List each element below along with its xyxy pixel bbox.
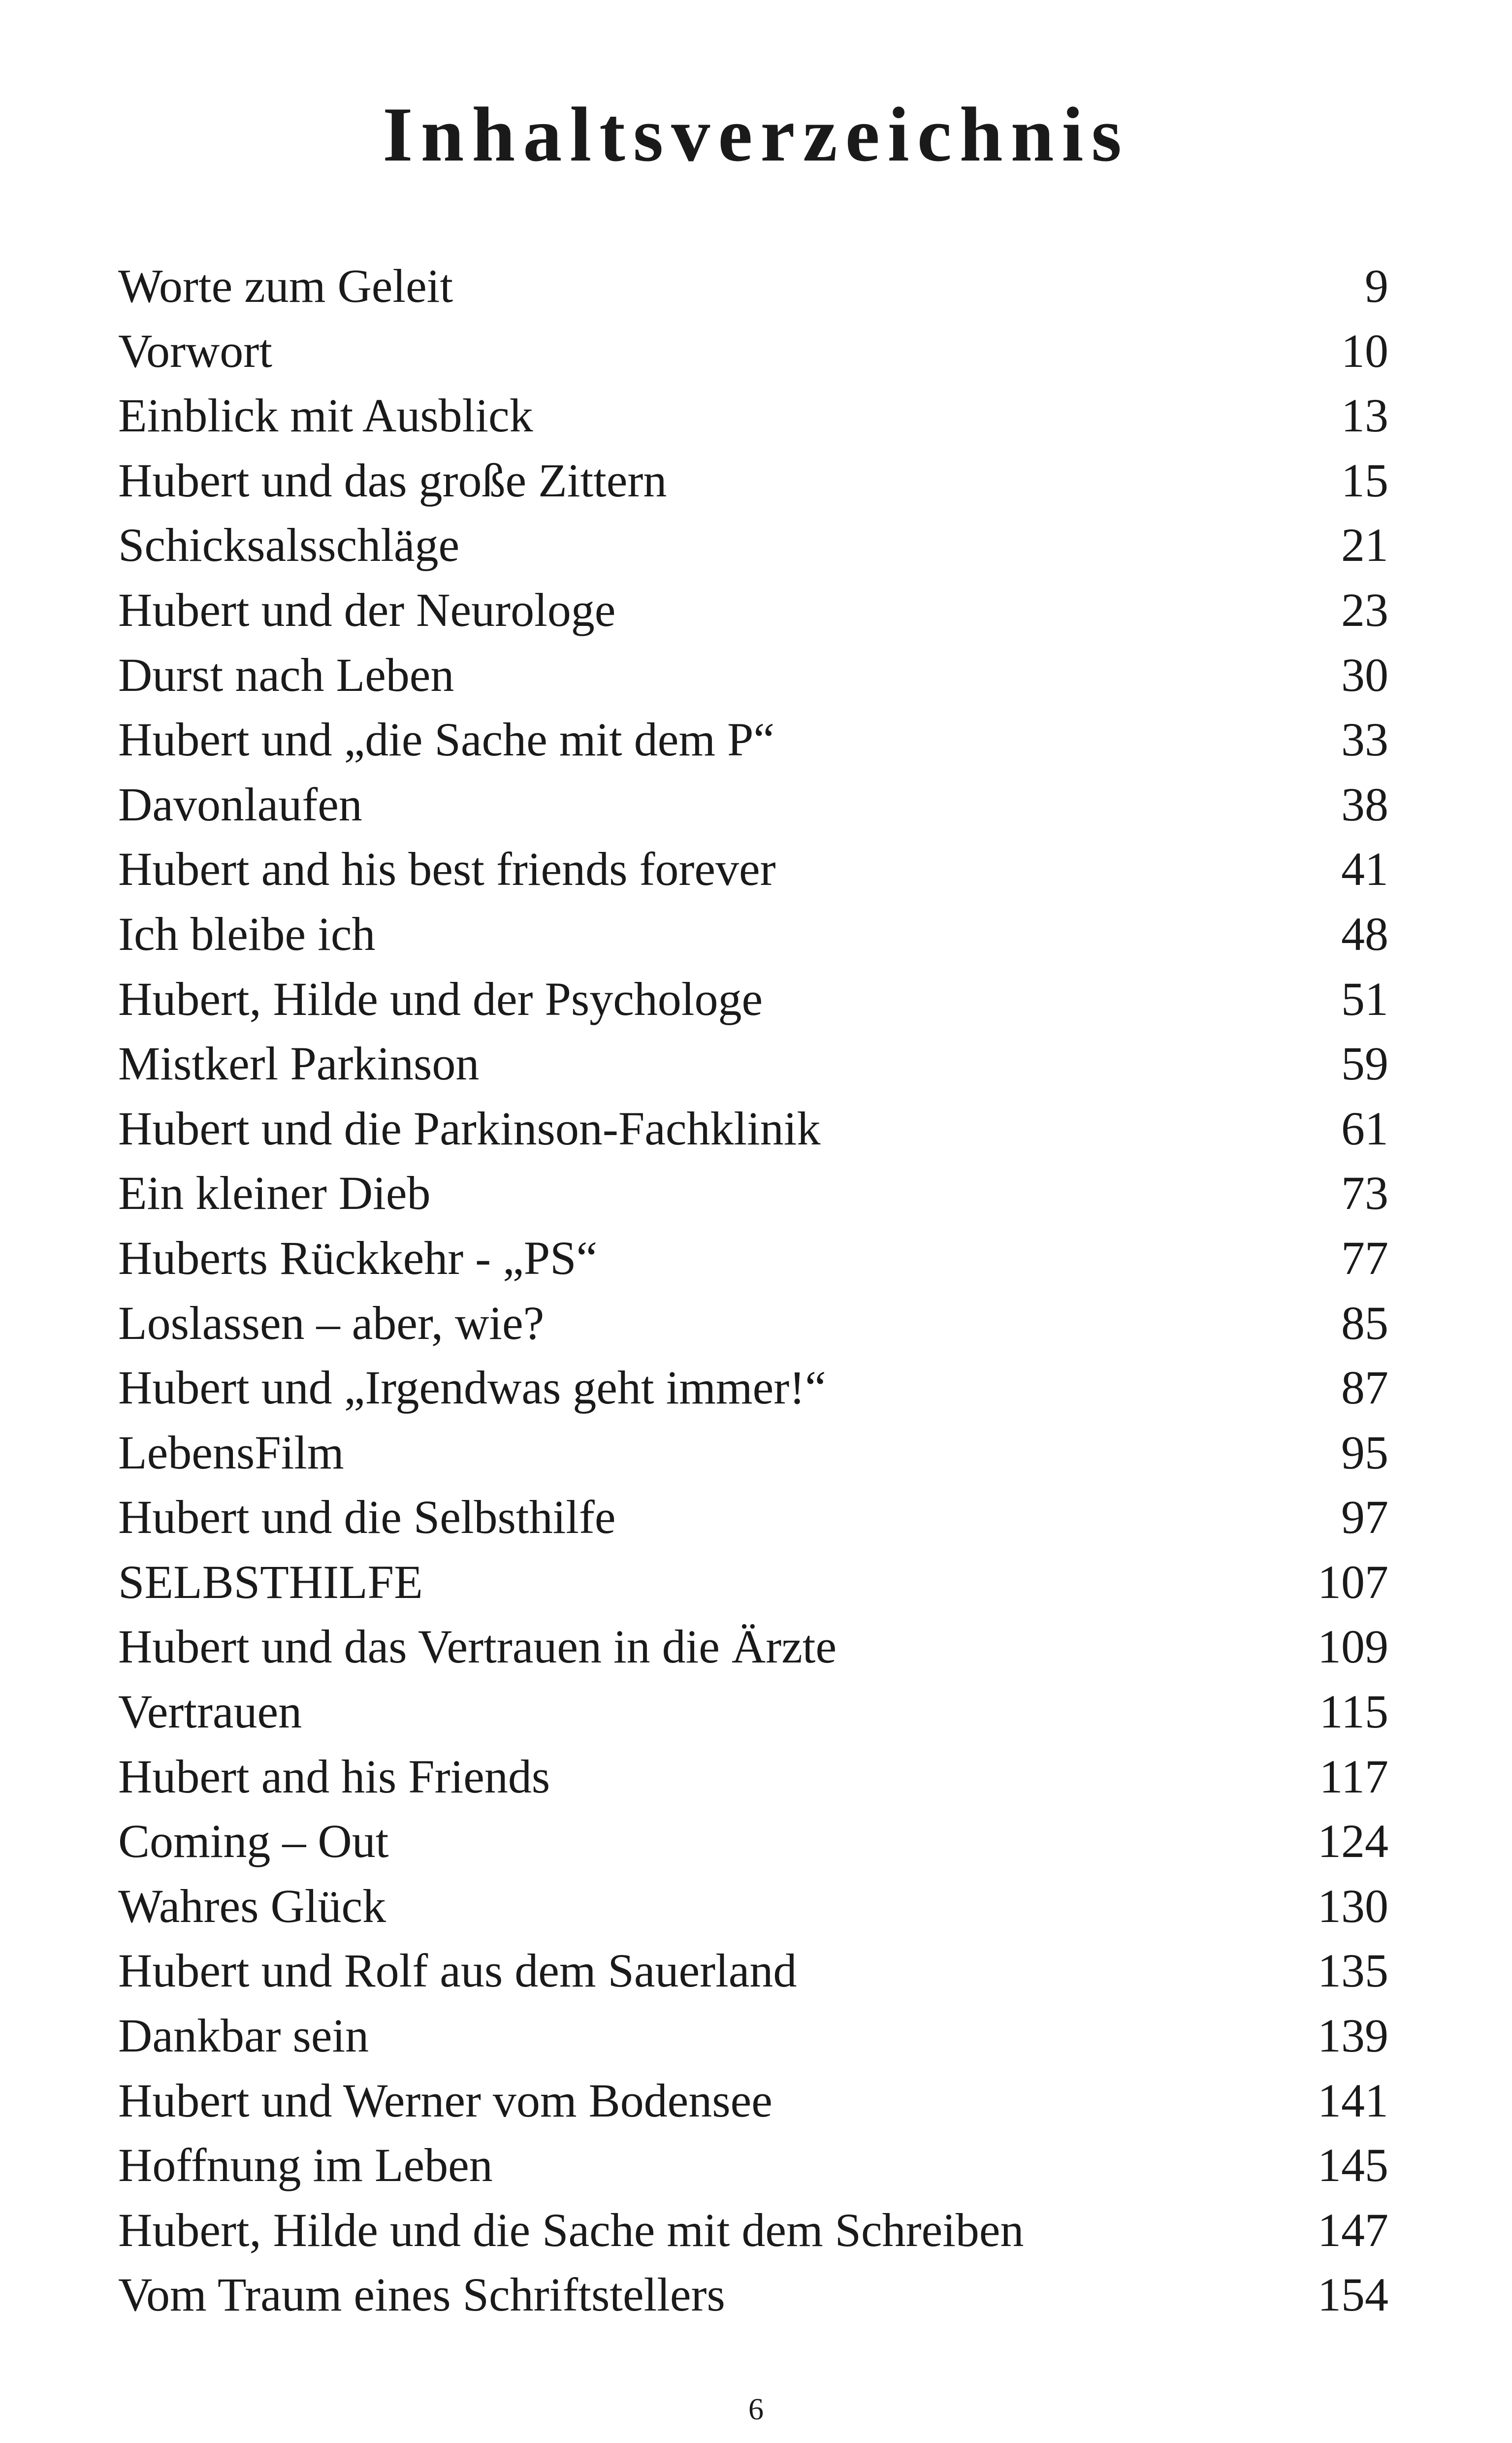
toc-entry-title: Hubert and his best friends forever bbox=[118, 843, 776, 896]
toc-entry bbox=[118, 2262, 1388, 2327]
toc-entry-title: Hubert und der Neurologe bbox=[118, 583, 616, 636]
toc-entry-title: Ich bleibe ich bbox=[118, 907, 376, 960]
toc-entry-page-number: 48 bbox=[1341, 907, 1388, 960]
toc-entry-title: Ein kleiner Dieb bbox=[118, 1167, 431, 1220]
toc-entry-page-number: 30 bbox=[1341, 648, 1388, 701]
toc-entry-title: Vom Traum eines Schriftstellers bbox=[118, 2268, 725, 2321]
toc-entry bbox=[118, 1096, 1388, 1161]
toc-entry-page-number: 87 bbox=[1341, 1361, 1388, 1414]
toc-entry bbox=[118, 837, 1388, 902]
toc-entry bbox=[118, 2133, 1388, 2198]
toc-entry bbox=[118, 319, 1388, 384]
toc-entry-title: Hubert und das Vertrauen in die Ärzte bbox=[118, 1620, 837, 1673]
toc-entry-page-number: 130 bbox=[1318, 1879, 1388, 1932]
toc-entry-page-number: 147 bbox=[1318, 2203, 1388, 2256]
toc-entry-page-number: 107 bbox=[1318, 1555, 1388, 1608]
toc-entry-page-number: 154 bbox=[1318, 2268, 1388, 2321]
toc-entry bbox=[118, 1355, 1388, 1420]
toc-entry-title: Coming – Out bbox=[118, 1815, 389, 1868]
toc-entry-title: Huberts Rückkehr - „PS“ bbox=[118, 1231, 598, 1284]
toc-entry-title: Hubert und Werner vom Bodensee bbox=[118, 2074, 772, 2127]
toc-entry-page-number: 21 bbox=[1341, 519, 1388, 572]
toc-entry-page-number: 9 bbox=[1365, 260, 1388, 312]
toc-entry-page-number: 135 bbox=[1318, 1944, 1388, 1997]
toc-entry bbox=[118, 1614, 1388, 1679]
toc-entry-title: Hubert und „die Sache mit dem P“ bbox=[118, 713, 774, 766]
toc-entry-title: Schicksalsschläge bbox=[118, 519, 460, 572]
toc-entry bbox=[118, 1420, 1388, 1485]
toc-entry-title: Hoffnung im Leben bbox=[118, 2139, 493, 2192]
toc-entry bbox=[118, 1485, 1388, 1550]
toc-entry-page-number: 61 bbox=[1341, 1102, 1388, 1155]
toc-entry-title: Hubert und „Irgendwas geht immer!“ bbox=[118, 1361, 826, 1414]
toc-entry-title: Loslassen – aber, wie? bbox=[118, 1296, 545, 1349]
toc-entry bbox=[118, 2068, 1388, 2133]
toc-entry bbox=[118, 1874, 1388, 1939]
toc-entry-page-number: 97 bbox=[1341, 1491, 1388, 1544]
toc-entry bbox=[118, 1550, 1388, 1615]
toc-entry-title: Durst nach Leben bbox=[118, 648, 454, 701]
toc-entry-title: SELBSTHILFE bbox=[118, 1555, 423, 1608]
toc-entry-title: Hubert und das große Zittern bbox=[118, 454, 667, 507]
toc-entry-page-number: 59 bbox=[1341, 1037, 1388, 1090]
toc-entry-title: Worte zum Geleit bbox=[118, 260, 453, 312]
toc-entry-page-number: 41 bbox=[1341, 843, 1388, 896]
toc-entry bbox=[118, 1679, 1388, 1744]
toc-entry-title: Mistkerl Parkinson bbox=[118, 1037, 480, 1090]
toc-entry bbox=[118, 383, 1388, 448]
toc-entry-page-number: 124 bbox=[1318, 1815, 1388, 1868]
toc-entry-page-number: 145 bbox=[1318, 2139, 1388, 2192]
toc-entry bbox=[118, 1291, 1388, 1356]
toc-entry bbox=[118, 643, 1388, 708]
toc-entry-title: Hubert und die Selbsthilfe bbox=[118, 1491, 616, 1544]
toc-entry-title: Einblick mit Ausblick bbox=[118, 389, 533, 442]
toc-entry bbox=[118, 2003, 1388, 2068]
toc-entry-title: Hubert, Hilde und der Psychologe bbox=[118, 972, 763, 1025]
table-of-contents bbox=[118, 254, 1388, 2327]
toc-entry-title: Hubert and his Friends bbox=[118, 1750, 550, 1803]
toc-entry-page-number: 33 bbox=[1341, 713, 1388, 766]
toc-entry-title: Vertrauen bbox=[118, 1685, 302, 1738]
toc-entry-title: Hubert und die Parkinson-Fachklinik bbox=[118, 1102, 821, 1155]
toc-entry bbox=[118, 1809, 1388, 1874]
toc-entry-title: Hubert und Rolf aus dem Sauerland bbox=[118, 1944, 797, 1997]
toc-entry-title: Davonlaufen bbox=[118, 778, 362, 831]
toc-entry-title: Hubert, Hilde und die Sache mit dem Schreiben bbox=[118, 2203, 1024, 2256]
toc-entry bbox=[118, 1938, 1388, 2003]
toc-entry-title: Wahres Glück bbox=[118, 1879, 386, 1932]
toc-entry bbox=[118, 902, 1388, 967]
toc-entry bbox=[118, 448, 1388, 513]
toc-entry bbox=[118, 772, 1388, 837]
page-title: Inhaltsverzeichnis bbox=[383, 92, 1129, 178]
toc-entry bbox=[118, 1161, 1388, 1226]
toc-entry-page-number: 73 bbox=[1341, 1167, 1388, 1220]
toc-entry-title: Vorwort bbox=[118, 324, 272, 377]
toc-entry-page-number: 85 bbox=[1341, 1296, 1388, 1349]
toc-entry bbox=[118, 1744, 1388, 1809]
toc-entry bbox=[118, 967, 1388, 1032]
toc-entry-page-number: 13 bbox=[1341, 389, 1388, 442]
toc-entry-page-number: 38 bbox=[1341, 778, 1388, 831]
toc-entry-page-number: 141 bbox=[1318, 2074, 1388, 2127]
toc-entry-page-number: 115 bbox=[1319, 1685, 1388, 1738]
toc-entry-page-number: 95 bbox=[1341, 1426, 1388, 1479]
page-number: 6 bbox=[748, 2393, 764, 2426]
toc-entry-page-number: 15 bbox=[1341, 454, 1388, 507]
toc-entry-title: LebensFilm bbox=[118, 1426, 344, 1479]
toc-entry-page-number: 117 bbox=[1319, 1750, 1388, 1803]
toc-entry-page-number: 109 bbox=[1318, 1620, 1388, 1673]
toc-entry bbox=[118, 254, 1388, 319]
toc-entry-page-number: 139 bbox=[1318, 2009, 1388, 2062]
toc-entry bbox=[118, 1226, 1388, 1291]
toc-entry-title: Dankbar sein bbox=[118, 2009, 369, 2062]
toc-entry bbox=[118, 513, 1388, 578]
toc-entry-page-number: 23 bbox=[1341, 583, 1388, 636]
toc-entry bbox=[118, 2198, 1388, 2263]
toc-entry-page-number: 77 bbox=[1341, 1231, 1388, 1284]
toc-entry bbox=[118, 578, 1388, 643]
toc-entry bbox=[118, 1031, 1388, 1096]
toc-entry bbox=[118, 707, 1388, 772]
toc-entry-page-number: 51 bbox=[1341, 972, 1388, 1025]
toc-entry-page-number: 10 bbox=[1341, 324, 1388, 377]
